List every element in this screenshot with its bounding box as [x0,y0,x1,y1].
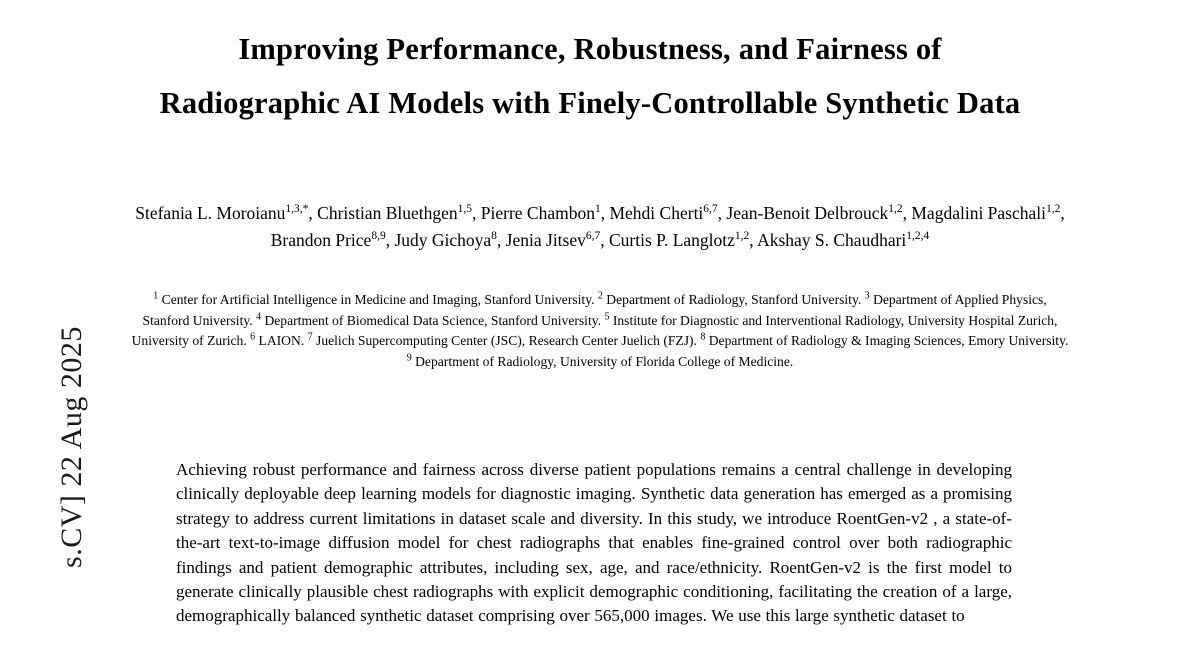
affiliation-list: $^1$ Center for Artificial Intelligence in Medicine and Imaging, Stanford University. $^2$ Department of Radiology, Stanford University. $^3$ Department of Applied Physics, Stanford University. $^4$ Department of Biomedical Data Science, Stanford University. $^5$ Institute for Diagnostic and Interventional Radiology, University Hospital Zurich, University of Zurich. $^6$ LAION. $^7$ Juelich Supercomputing Center (JSC), Research Center Juelich (FZJ). $^8$ Department of Radiology & Imaging Sciences, Emory University. $^9$ Department of Radiology, University of Florida College of Medicine. [131,290,1069,369]
page-title: Improving Performance, Robustness, and Fairness of Radiographic AI Models with Finely-Controllable Synthetic Data [159,32,1021,120]
arxiv-stamp: s.CV] 22 Aug 2025 [55,326,88,568]
abstract-paragraph: Achieving robust performance and fairness across diverse patient populations remains a central challenge in developing clinically deployable deep learning models for diagnostic imaging. Synthetic data generation has emerged as a promising strategy to address current limitations in dataset scale and diversity. In this study, we introduce RoentGen-v2 , a state-of-the-art text-to-image diffusion model for chest radiographs that enables fine-grained control over both radiographic findings and patient demographic attributes, including sex, age, and race/ethnicity. RoentGen-v2 is the first model to generate clinically plausible chest radiographs with explicit demographic conditioning, facilitating the creation of a large, demographically balanced synthetic dataset comprising over 565,000 images. We use this large synthetic dataset to [176,460,1012,626]
author-list: Stefania L. Moroianu$^{1,3,*}$, Christian Bluethgen$^{1,5}$, Pierre Chambon$^1$, Mehdi Cherti$^{6,7}$, Jean-Benoit Delbrouck$^{1,2}$, Magdalini Paschali$^{1,2}$, Brandon Price$^{8,9}$, Judy Gichoya$^8$, Jenia Jitsev$^{6,7}$, Curtis P. Langlotz$^{1,2}$, Akshay S. Chaudhari$^{1,2,4}$ [135,203,1065,250]
